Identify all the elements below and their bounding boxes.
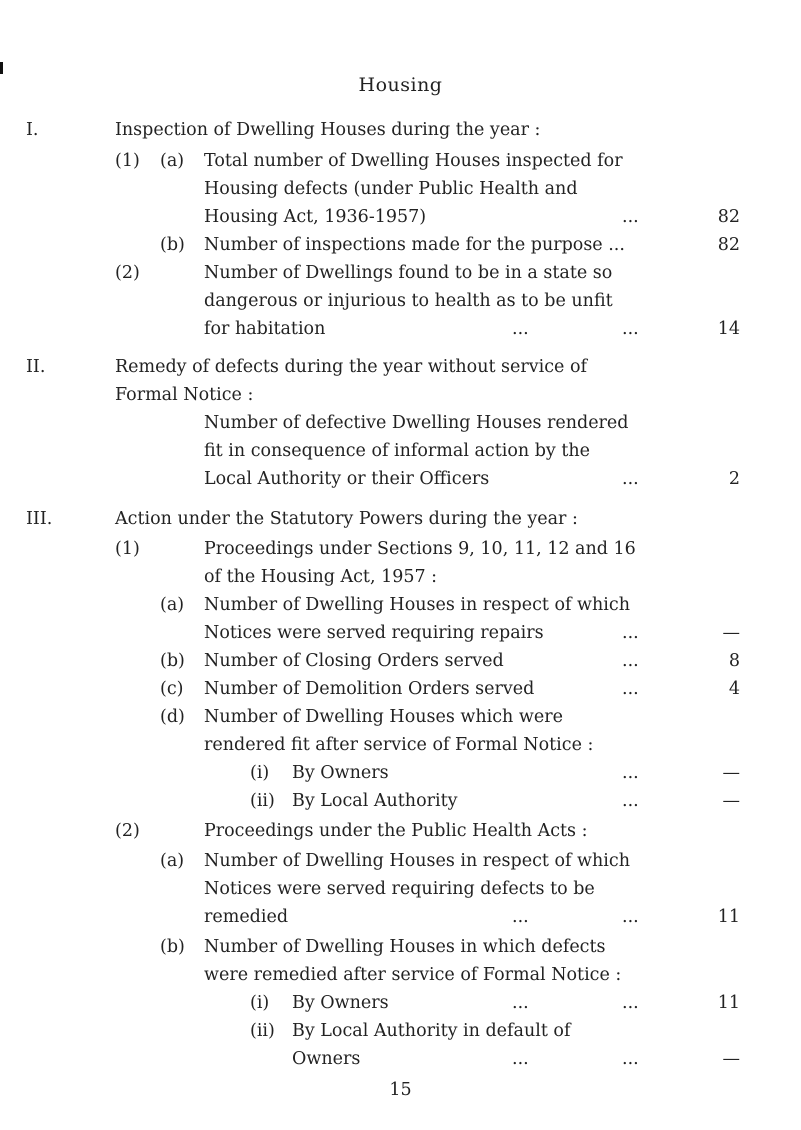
leader-dots: ... bbox=[622, 469, 639, 489]
p1d-ii-label: By Local Authority bbox=[292, 791, 458, 811]
margin-mark bbox=[0, 62, 3, 74]
section-2-line: Number of defective Dwelling Houses rendered bbox=[204, 413, 629, 433]
p2a-value: 11 bbox=[717, 907, 740, 927]
p1b-tag: (b) bbox=[160, 651, 185, 671]
section-1-heading: Inspection of Dwelling Houses during the year : bbox=[115, 120, 541, 140]
p1a-line: Notices were served requiring repairs bbox=[204, 623, 544, 643]
item-1a-line: Housing Act, 1936-1957) bbox=[204, 207, 427, 227]
leader-dots: ... bbox=[512, 907, 529, 927]
p2a-tag: (a) bbox=[160, 851, 185, 871]
p2a-line: Notices were served requiring defects to be bbox=[204, 879, 595, 899]
p1d-i-tag: (i) bbox=[250, 763, 270, 783]
p1a-line: Number of Dwelling Houses in respect of which bbox=[204, 595, 630, 615]
section-3-heading: Action under the Statutory Powers during the year : bbox=[115, 509, 578, 529]
leader-dots: ... bbox=[622, 1049, 639, 1069]
leader-dots: ... bbox=[512, 993, 529, 1013]
section-2-value: 2 bbox=[728, 469, 740, 489]
p1d-i-label: By Owners bbox=[292, 763, 389, 783]
section-2-heading: Formal Notice : bbox=[115, 385, 254, 405]
section-1-numeral: I. bbox=[26, 120, 39, 140]
leader-dots: ... bbox=[622, 319, 639, 339]
proceedings-1-line: Proceedings under Sections 9, 10, 11, 12 and 16 bbox=[204, 539, 636, 559]
item-1a-tag: (a) bbox=[160, 151, 185, 171]
p2b-ii-tag: (ii) bbox=[250, 1021, 275, 1041]
leader-dots: ... bbox=[622, 623, 639, 643]
leader-dots: ... bbox=[622, 791, 639, 811]
p2a-line: Number of Dwelling Houses in respect of which bbox=[204, 851, 630, 871]
p1d-tag: (d) bbox=[160, 707, 185, 727]
p1d-line: rendered fit after service of Formal Notice : bbox=[204, 735, 594, 755]
item-1a-value: 82 bbox=[717, 207, 740, 227]
p1d-ii-tag: (ii) bbox=[250, 791, 275, 811]
proceedings-1-line: of the Housing Act, 1957 : bbox=[204, 567, 438, 587]
item-1b-line: Number of inspections made for the purpose ... bbox=[204, 235, 625, 255]
item-2-line: Number of Dwellings found to be in a state so bbox=[204, 263, 613, 283]
p1a-tag: (a) bbox=[160, 595, 185, 615]
p1b-line: Number of Closing Orders served bbox=[204, 651, 504, 671]
leader-dots: ... bbox=[622, 763, 639, 783]
p1c-line: Number of Demolition Orders served bbox=[204, 679, 535, 699]
p1d-i-value: — bbox=[722, 763, 740, 783]
p2b-line: were remedied after service of Formal Notice : bbox=[204, 965, 622, 985]
p1d-line: Number of Dwelling Houses which were bbox=[204, 707, 563, 727]
leader-dots: ... bbox=[622, 993, 639, 1013]
leader-dots: ... bbox=[622, 207, 639, 227]
item-2-value: 14 bbox=[717, 319, 740, 339]
section-3-numeral: III. bbox=[26, 509, 53, 529]
p1c-tag: (c) bbox=[160, 679, 184, 699]
item-1a-line: Total number of Dwelling Houses inspected for bbox=[204, 151, 623, 171]
leader-dots: ... bbox=[622, 651, 639, 671]
item-1b-value: 82 bbox=[717, 235, 740, 255]
p1c-value: 4 bbox=[728, 679, 740, 699]
section-2-heading: Remedy of defects during the year without service of bbox=[115, 357, 587, 377]
proceedings-2-number: (2) bbox=[115, 821, 140, 841]
section-2-numeral: II. bbox=[26, 357, 46, 377]
page-number: 15 bbox=[389, 1080, 412, 1100]
item-1b-tag: (b) bbox=[160, 235, 185, 255]
item-2-line: for habitation bbox=[204, 319, 326, 339]
p2a-line: remedied bbox=[204, 907, 289, 927]
section-2-line: Local Authority or their Officers bbox=[204, 469, 490, 489]
proceedings-1-number: (1) bbox=[115, 539, 140, 559]
p2b-i-value: 11 bbox=[717, 993, 740, 1013]
p2b-i-tag: (i) bbox=[250, 993, 270, 1013]
leader-dots: ... bbox=[512, 1049, 529, 1069]
leader-dots: ... bbox=[512, 319, 529, 339]
proceedings-2-line: Proceedings under the Public Health Acts : bbox=[204, 821, 588, 841]
page-title: Housing bbox=[358, 74, 443, 96]
leader-dots: ... bbox=[622, 907, 639, 927]
p1d-ii-value: — bbox=[722, 791, 740, 811]
section-2-line: fit in consequence of informal action by the bbox=[204, 441, 591, 461]
p1b-value: 8 bbox=[728, 651, 740, 671]
p2b-ii-value: — bbox=[722, 1049, 740, 1069]
item-2-line: dangerous or injurious to health as to be unfit bbox=[204, 291, 613, 311]
p2b-i-label: By Owners bbox=[292, 993, 389, 1013]
item-2-number: (2) bbox=[115, 263, 140, 283]
p2b-tag: (b) bbox=[160, 937, 185, 957]
item-1-number: (1) bbox=[115, 151, 140, 171]
p2b-ii-line: Owners bbox=[292, 1049, 361, 1069]
p2b-line: Number of Dwelling Houses in which defects bbox=[204, 937, 606, 957]
p2b-ii-line: By Local Authority in default of bbox=[292, 1021, 571, 1041]
item-1a-line: Housing defects (under Public Health and bbox=[204, 179, 578, 199]
p1a-value: — bbox=[722, 623, 740, 643]
leader-dots: ... bbox=[622, 679, 639, 699]
